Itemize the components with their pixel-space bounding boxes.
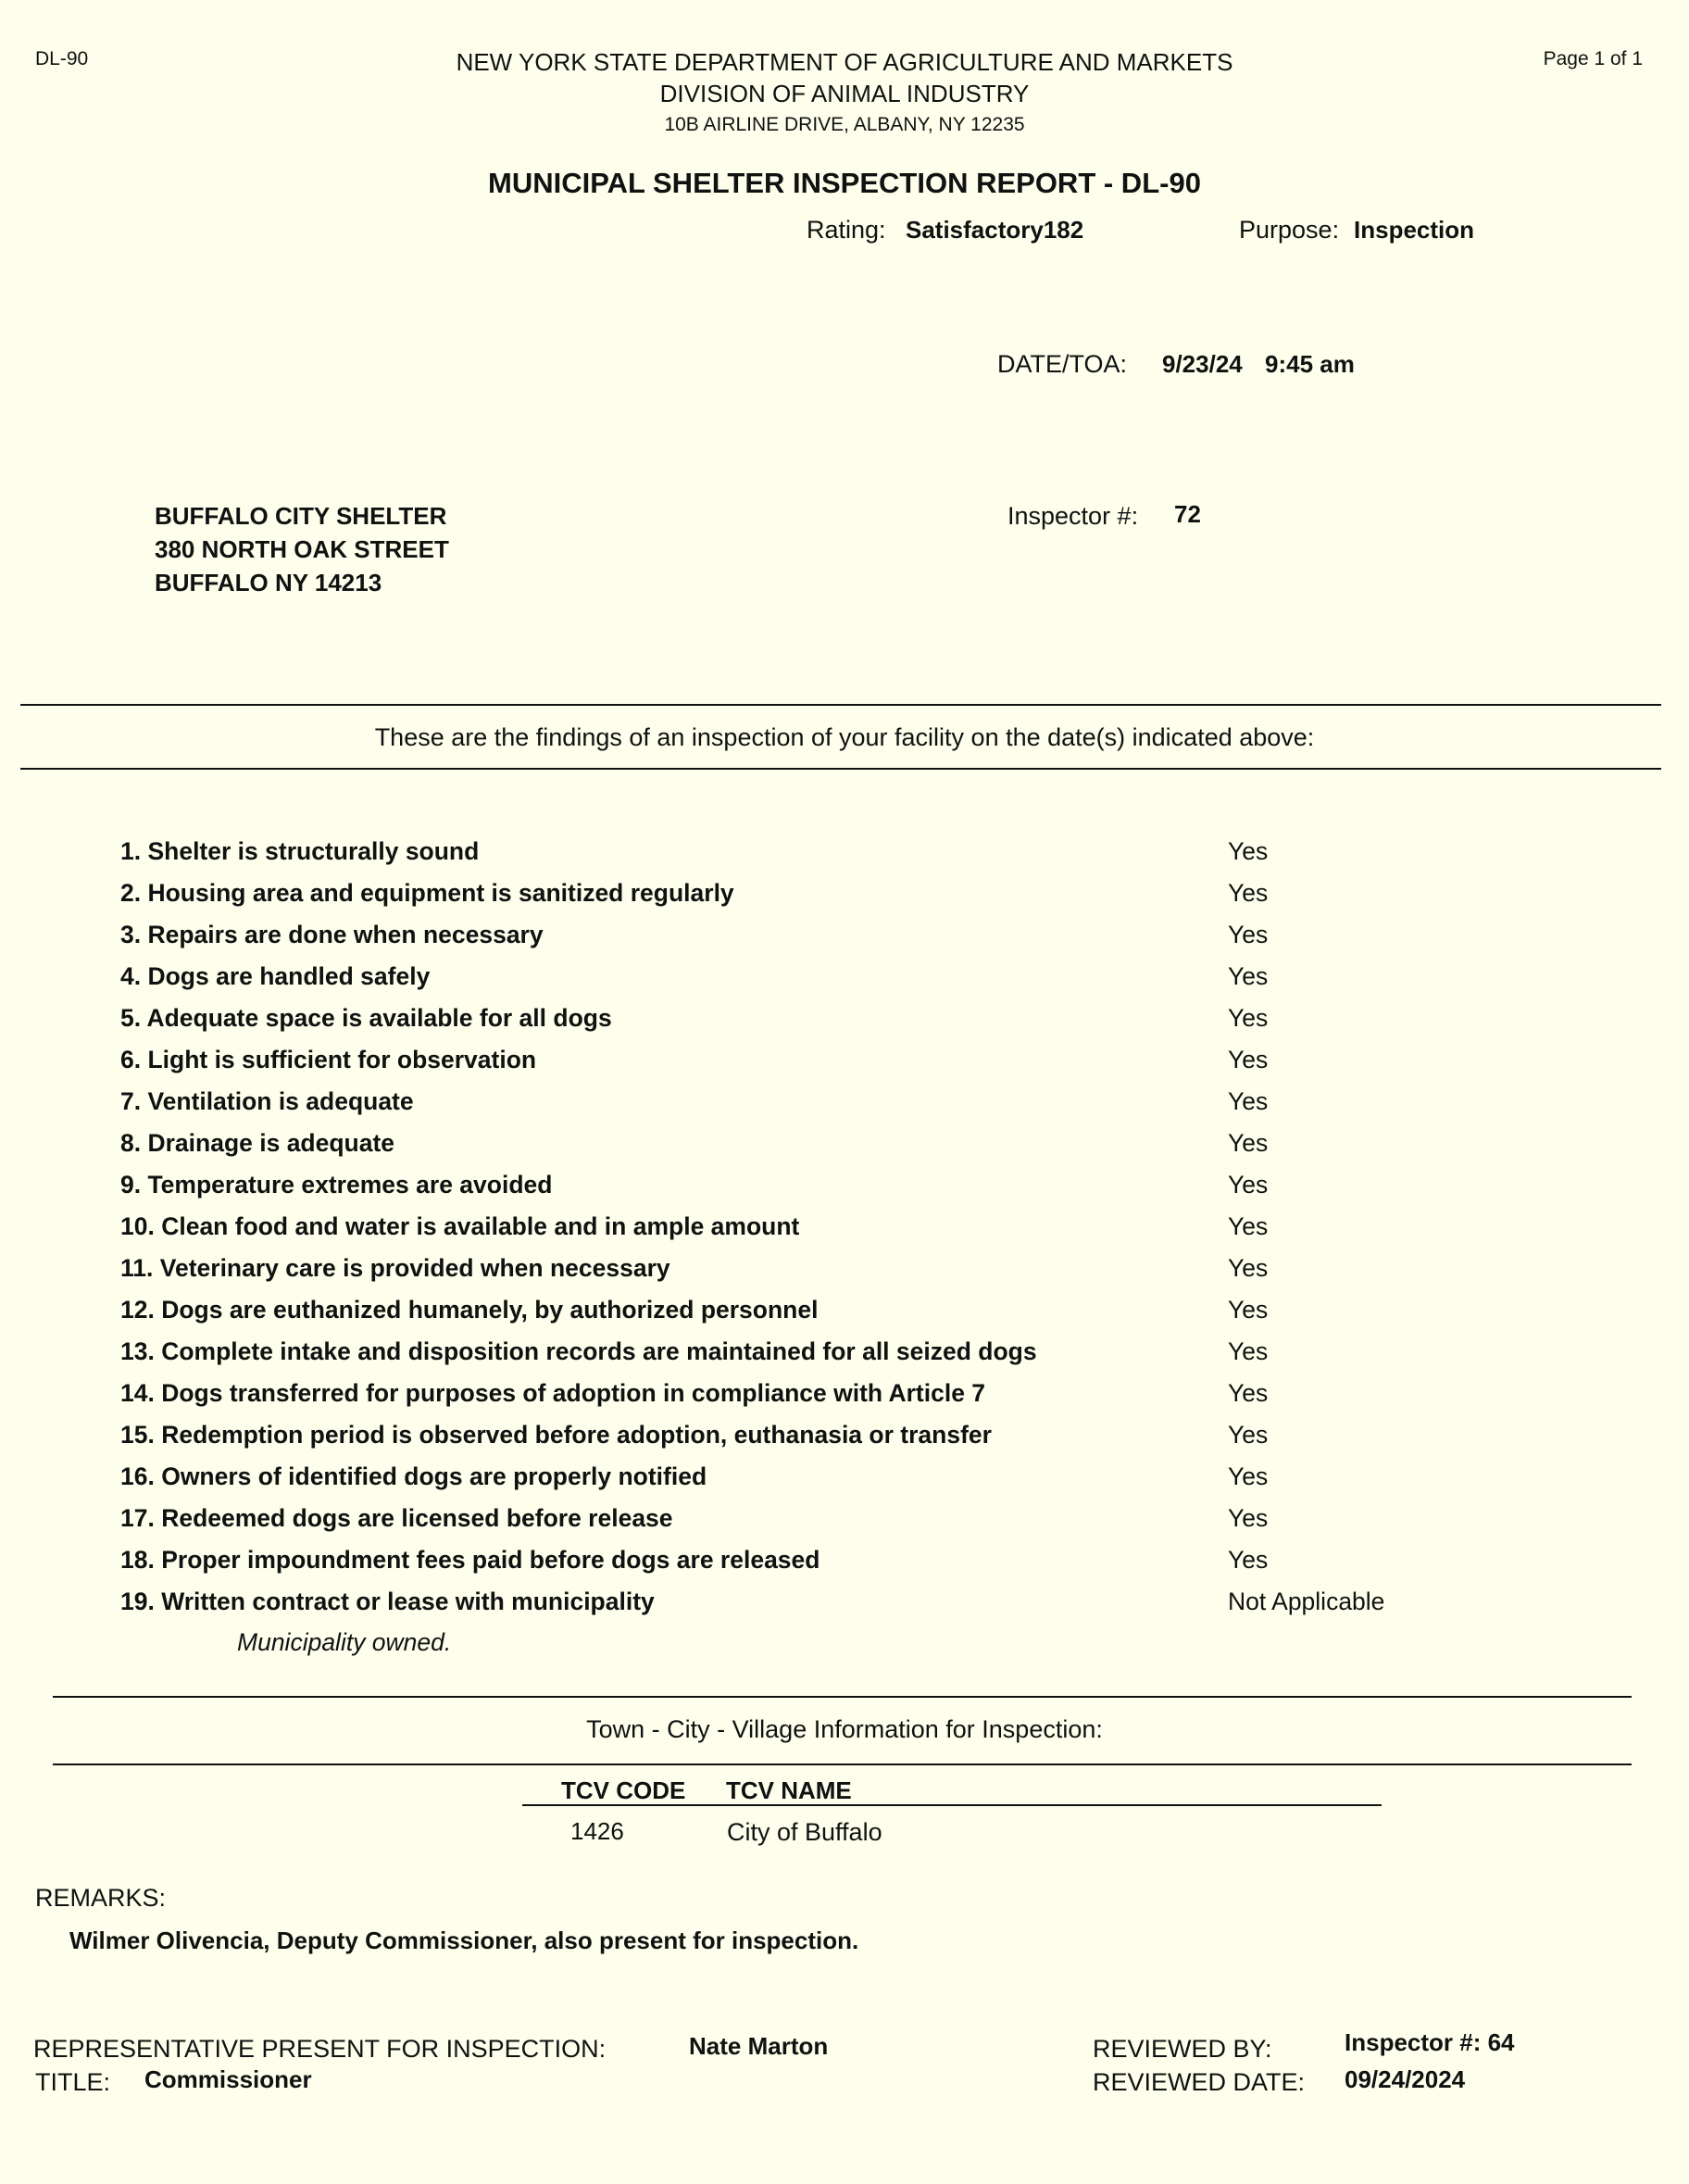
finding-answer: Yes [1228,1337,1269,1365]
finding-item: 3. Repairs are done when necessary [120,921,544,948]
finding-item: 16. Owners of identified dogs are properly notified [120,1462,707,1490]
tcv-code-header: TCV CODE [561,1776,686,1804]
finding-answer: Yes [1228,962,1269,990]
inspector-label: Inspector #: [1007,502,1139,530]
representative-label: REPRESENTATIVE PRESENT FOR INSPECTION: [33,2035,607,2063]
facility-city: BUFFALO NY 14213 [155,569,382,596]
inspection-date: 9/23/24 [1162,350,1243,378]
finding-item: 15. Redemption period is observed before adoption, euthanasia or transfer [120,1421,992,1449]
tcv-heading: Town - City - Village Information for Inspection: [586,1715,1103,1743]
finding-item: 4. Dogs are handled safely [120,962,431,990]
reviewed-by-label: REVIEWED BY: [1093,2035,1272,2063]
finding-answer: Yes [1228,1212,1269,1240]
title-label: TITLE: [35,2068,111,2096]
rating-label: Rating: [807,216,886,244]
finding-item: 7. Ventilation is adequate [120,1087,414,1115]
finding-answer: Yes [1228,1129,1269,1157]
tcv-name-header: TCV NAME [726,1776,852,1804]
facility-name: BUFFALO CITY SHELTER [155,502,447,530]
purpose-value: Inspection [1354,216,1475,244]
finding-item: 17. Redeemed dogs are licensed before release [120,1504,673,1532]
agency-address: 10B AIRLINE DRIVE, ALBANY, NY 12235 [664,114,1025,135]
finding-item: 19. Written contract or lease with municipality [120,1588,655,1615]
finding-item: 2. Housing area and equipment is sanitized regularly [120,879,734,907]
finding-item: 5. Adequate space is available for all dogs [120,1004,612,1032]
purpose-label: Purpose: [1239,216,1340,244]
tcv-code: 1426 [570,1817,624,1845]
reviewed-date-value: 09/24/2024 [1345,2065,1466,2093]
representative-title: Commissioner [144,2065,312,2093]
finding-note: Municipality owned. [237,1628,452,1656]
tcv-divider-top [53,1696,1632,1698]
finding-item: 10. Clean food and water is available and in ample amount [120,1212,800,1240]
date-toa-label: DATE/TOA: [997,350,1128,378]
representative-name: Nate Marton [689,2032,829,2060]
finding-item: 13. Complete intake and disposition records are maintained for all seized dogs [120,1337,1037,1365]
finding-answer: Yes [1228,1046,1269,1073]
remarks-label: REMARKS: [35,1884,167,1912]
tcv-header-rule [522,1804,1382,1806]
finding-answer: Yes [1228,837,1269,865]
finding-answer: Yes [1228,1171,1269,1199]
finding-answer: Not Applicable [1228,1588,1385,1615]
remarks-text: Wilmer Olivencia, Deputy Commissioner, also present for inspection. [69,1927,859,1954]
page-number: Page 1 of 1 [1543,48,1643,69]
finding-item: 9. Temperature extremes are avoided [120,1171,553,1199]
inspector-number: 72 [1174,500,1201,528]
finding-item: 6. Light is sufficient for observation [120,1046,537,1073]
facility-street: 380 NORTH OAK STREET [155,535,449,563]
agency-name: NEW YORK STATE DEPARTMENT OF AGRICULTURE AND MARKETS [456,48,1233,76]
finding-item: 1. Shelter is structurally sound [120,837,480,865]
finding-answer: Yes [1228,1379,1269,1407]
finding-answer: Yes [1228,921,1269,948]
finding-answer: Yes [1228,1421,1269,1449]
finding-item: 14. Dogs transferred for purposes of adoption in compliance with Article 7 [120,1379,986,1407]
finding-item: 12. Dogs are euthanized humanely, by authorized personnel [120,1296,819,1324]
inspection-time: 9:45 am [1265,350,1355,378]
tcv-name: City of Buffalo [727,1818,882,1846]
finding-item: 18. Proper impoundment fees paid before dogs are released [120,1546,820,1574]
finding-answer: Yes [1228,1087,1269,1115]
finding-answer: Yes [1228,1546,1269,1574]
finding-answer: Yes [1228,1004,1269,1032]
findings-intro: These are the findings of an inspection of your facility on the date(s) indicated above: [374,723,1315,751]
finding-answer: Yes [1228,1462,1269,1490]
finding-item: 8. Drainage is adequate [120,1129,395,1157]
divider-top [20,704,1661,706]
tcv-divider-bottom [53,1764,1632,1765]
reviewed-date-label: REVIEWED DATE: [1093,2068,1306,2096]
report-title: MUNICIPAL SHELTER INSPECTION REPORT - DL-90 [488,167,1201,199]
finding-answer: Yes [1228,1296,1269,1324]
finding-item: 11. Veterinary care is provided when necessary [120,1254,670,1282]
divider-bottom [20,768,1661,770]
finding-answer: Yes [1228,879,1269,907]
finding-answer: Yes [1228,1504,1269,1532]
form-code: DL-90 [35,48,89,69]
reviewed-by-value: Inspector #: 64 [1345,2028,1515,2056]
agency-division: DIVISION OF ANIMAL INDUSTRY [659,80,1030,107]
rating-value: Satisfactory182 [906,216,1084,244]
finding-answer: Yes [1228,1254,1269,1282]
